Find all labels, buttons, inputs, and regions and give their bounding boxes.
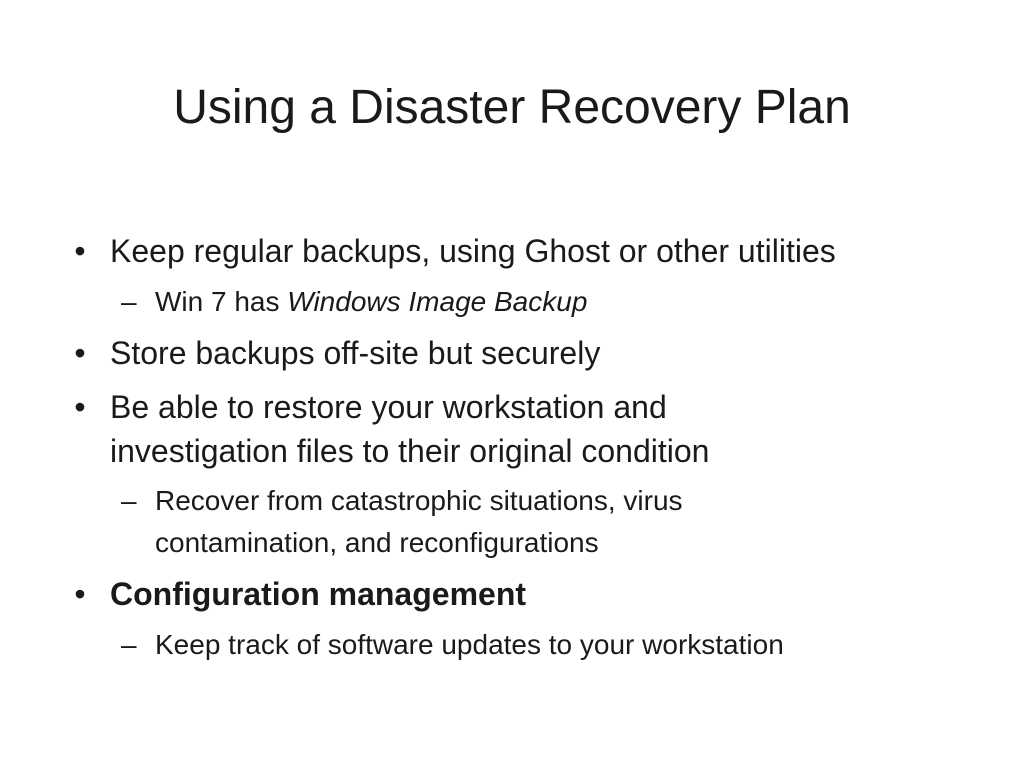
- bullet-text: Store backups off-site but securely: [110, 335, 601, 371]
- sub-bullet-text-italic: Windows Image Backup: [287, 286, 588, 317]
- sub-bullet-marker: –: [121, 629, 137, 660]
- bullet-item: [74, 385, 970, 473]
- sub-bullet-item: [121, 624, 935, 666]
- bullet-item: [74, 331, 970, 375]
- sub-bullet-marker: –: [121, 485, 137, 516]
- bullet-item: [74, 572, 970, 616]
- sub-bullet-marker: –: [121, 286, 137, 317]
- sub-bullet-item: [121, 281, 935, 323]
- bullet-text: Configuration management: [110, 576, 527, 612]
- bullet-marker: •: [74, 576, 86, 612]
- sub-bullet-text-line1: Recover from catastrophic situations, virus: [155, 485, 683, 516]
- sub-bullet-text-line2: contamination, and reconfigurations: [155, 527, 599, 558]
- bullet-marker: •: [74, 389, 86, 425]
- bullet-marker: •: [74, 233, 86, 269]
- bullet-marker: •: [74, 335, 86, 371]
- sub-bullet-item: [121, 480, 935, 564]
- bullet-text: Keep regular backups, using Ghost or other utilities: [110, 233, 836, 269]
- bullet-text-line1: Be able to restore your workstation and: [110, 389, 667, 425]
- slide-title: Using a Disaster Recovery Plan: [173, 81, 851, 134]
- sub-bullet-text: Keep track of software updates to your workstation: [155, 629, 784, 660]
- bullet-item: [74, 229, 970, 273]
- bullet-text-line2: investigation files to their original condition: [110, 433, 710, 469]
- sub-bullet-text-plain: Win 7 has: [155, 286, 288, 317]
